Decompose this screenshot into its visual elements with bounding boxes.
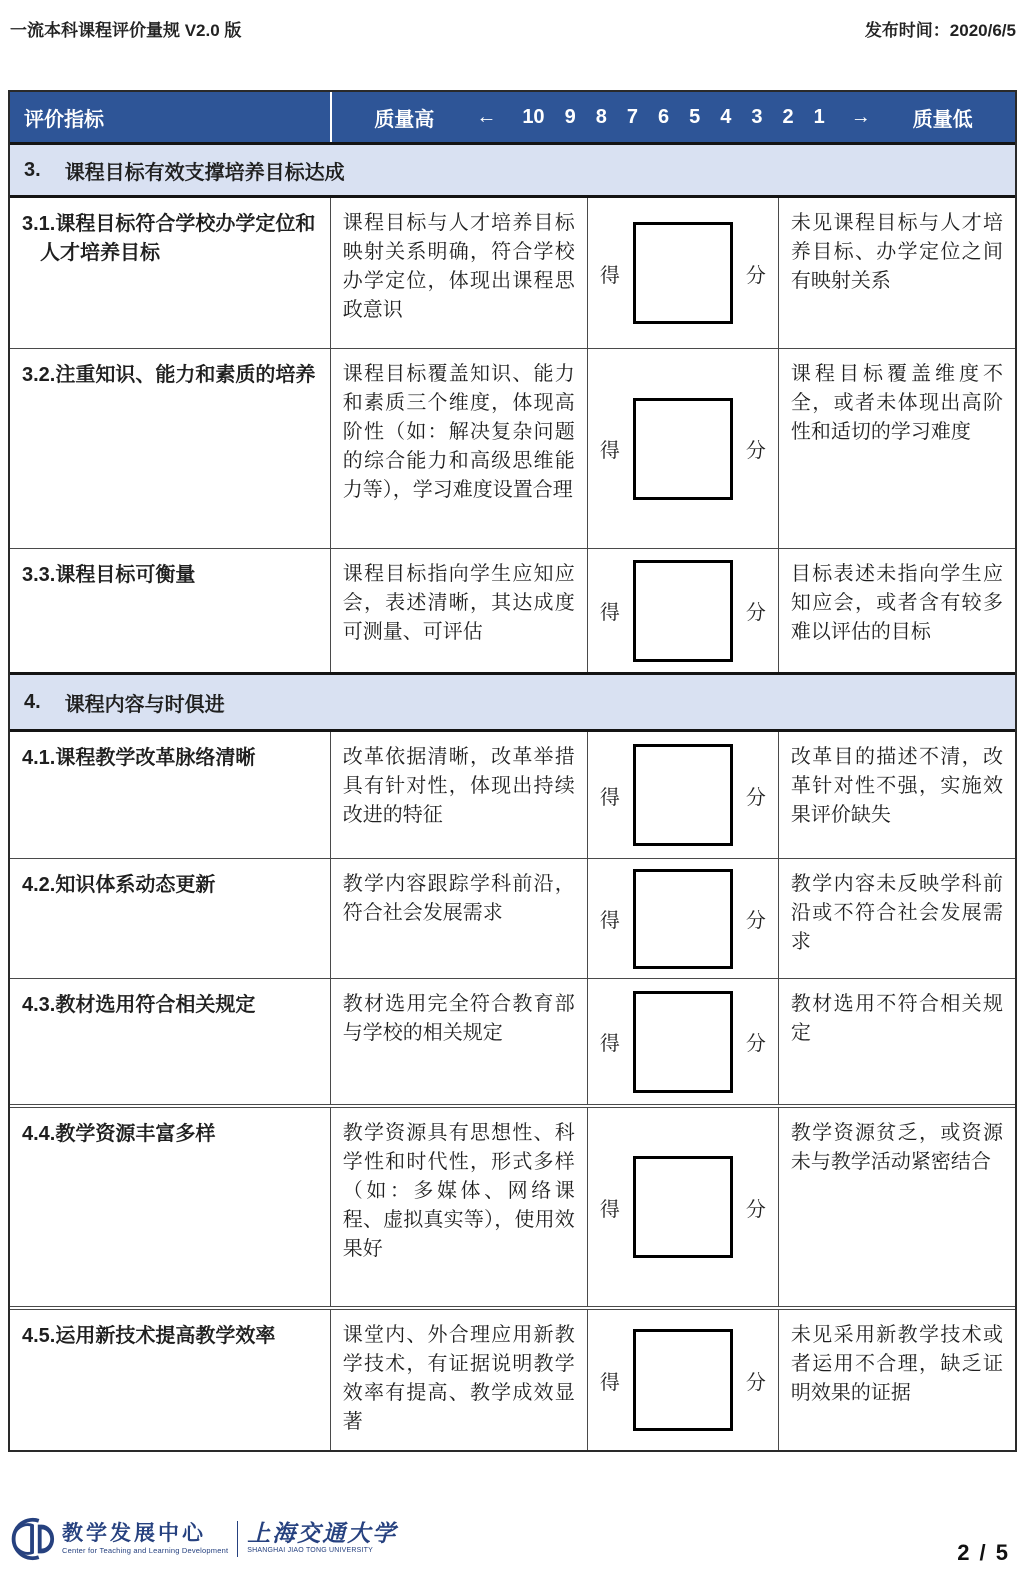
quality-scale-header (332, 92, 1015, 142)
criteria-number: 4.1. (22, 747, 56, 769)
criteria-cell (10, 1108, 331, 1306)
score-suffix-label: 分 (745, 910, 766, 932)
low-quality-cell: 教学资源贫乏，或资源未与教学活动紧密结合 (790, 1122, 1003, 1173)
scale-tick: 4 (720, 105, 732, 128)
criteria-number: 4.5. (22, 1325, 56, 1347)
scale-tick: 7 (626, 105, 638, 128)
scale-tick: 9 (564, 105, 576, 128)
score-input-box[interactable] (633, 222, 733, 324)
score-prefix-label: 得 (599, 1371, 620, 1394)
score-prefix-label: 得 (599, 1033, 620, 1055)
indicator-column-header (10, 92, 332, 142)
table-row (10, 1306, 1015, 1450)
center-name-en: Center for Teaching and Learning Development (62, 1546, 229, 1555)
university-name-cn: 上海交通大学 (247, 1520, 398, 1547)
section-title: 课程目标有效支撑培养目标达成 (64, 161, 345, 184)
score-input-box[interactable] (633, 1329, 733, 1431)
score-cell (588, 1108, 779, 1306)
criteria-label: 注重知识、能力和素质的培养 (55, 364, 316, 386)
criteria-label: 知识体系动态更新 (55, 874, 216, 896)
score-suffix-label: 分 (745, 786, 766, 809)
score-cell (588, 979, 779, 1104)
score-suffix-label: 分 (745, 1033, 766, 1055)
low-quality-cell: 教材选用不符合相关规定 (790, 993, 1003, 1044)
scale-tick: 3 (751, 105, 763, 128)
high-quality-cell: 课程目标指向学生应知应会，表述清晰，其达成度可测量、可评估 (331, 549, 588, 672)
table-row (10, 858, 1015, 978)
scale-tick: 8 (595, 105, 607, 128)
score-prefix-label: 得 (599, 910, 620, 932)
score-input-box[interactable] (633, 1156, 733, 1258)
quality-high-label: 质量高 (374, 108, 435, 131)
release-date: 发布时间：2020/6/5 (864, 21, 1016, 40)
criteria-number: 3.3. (22, 564, 56, 586)
criteria-cell (10, 1310, 331, 1450)
criteria-cell (10, 859, 331, 978)
score-prefix-label: 得 (599, 1198, 620, 1221)
criteria-label: 教学资源丰富多样 (55, 1123, 216, 1145)
high-quality-cell: 课堂内、外合理应用新教学技术，有证据说明教学效率有提高、教学成效显著 (331, 1310, 588, 1450)
rubric-table (8, 90, 1017, 1452)
score-input-box[interactable] (633, 991, 733, 1093)
scale-tick: 5 (689, 105, 701, 128)
high-quality-cell: 课程目标与人才培养目标映射关系明确，符合学校办学定位，体现出课程思政意识 (331, 198, 588, 348)
arrow-left-icon: ← (476, 105, 497, 128)
low-quality-cell: 教学内容未反映学科前沿或不符合社会发展需求 (790, 873, 1003, 953)
section-header-3 (10, 142, 1015, 198)
table-row (10, 348, 1015, 548)
score-cell (588, 198, 779, 348)
score-suffix-label: 分 (745, 264, 766, 287)
scale-tick: 10 (522, 105, 545, 128)
score-input-box[interactable] (633, 398, 733, 500)
score-suffix-label: 分 (745, 1198, 766, 1221)
high-quality-cell: 改革依据清晰，改革举措具有针对性，体现出持续改进的特征 (331, 732, 588, 858)
score-cell (588, 1310, 779, 1450)
logo-divider (237, 1521, 238, 1557)
score-suffix-label: 分 (745, 1371, 766, 1394)
university-name-block (247, 1522, 397, 1556)
criteria-cell (10, 549, 331, 672)
criteria-label: 课程目标符合学校办学定位和人才培养目标 (40, 213, 316, 264)
criteria-label: 课程目标可衡量 (55, 564, 196, 586)
score-cell (588, 859, 779, 978)
page-header (10, 16, 1016, 41)
section-number: 3. (24, 158, 41, 181)
document-title: 一流本科课程评价量规 V2.0 版 (10, 21, 242, 40)
score-suffix-label: 分 (745, 440, 766, 462)
score-suffix-label: 分 (745, 602, 766, 624)
score-prefix-label: 得 (599, 440, 620, 462)
criteria-cell (10, 732, 331, 858)
table-row (10, 732, 1015, 858)
table-row (10, 978, 1015, 1104)
criteria-cell (10, 349, 331, 548)
scale-tick: 6 (657, 105, 670, 128)
score-prefix-label: 得 (599, 786, 620, 809)
criteria-cell (10, 979, 331, 1104)
scale-tick: 2 (782, 105, 794, 128)
table-row (10, 548, 1015, 672)
high-quality-cell: 教学内容跟踪学科前沿，符合社会发展需求 (331, 859, 588, 978)
ctld-logo-icon (10, 1516, 56, 1562)
score-prefix-label: 得 (599, 602, 620, 624)
section-header-4 (10, 672, 1015, 732)
center-name-block (62, 1522, 228, 1556)
score-cell (588, 349, 779, 548)
criteria-number: 4.3. (22, 994, 56, 1016)
score-prefix-label: 得 (599, 264, 620, 287)
criteria-number: 3.1. (22, 213, 56, 235)
score-cell (588, 732, 779, 858)
quality-low-label: 质量低 (912, 108, 973, 131)
score-input-box[interactable] (633, 560, 733, 662)
low-quality-cell: 未见采用新教学技术或者运用不合理，缺乏证明效果的证据 (790, 1324, 1003, 1404)
criteria-number: 4.4. (22, 1123, 56, 1145)
table-row (10, 1104, 1015, 1306)
criteria-label: 运用新技术提高教学效率 (55, 1325, 276, 1347)
section-title: 课程内容与时俱进 (64, 693, 225, 716)
low-quality-cell: 未见课程目标与人才培养目标、办学定位之间有映射关系 (790, 212, 1003, 292)
high-quality-cell: 教学资源具有思想性、科学性和时代性，形式多样（如：多媒体、网络课程、虚拟真实等），使用效果好 (331, 1108, 588, 1306)
criteria-cell (10, 198, 331, 348)
criteria-label: 课程教学改革脉络清晰 (55, 747, 256, 769)
university-name-en: SHANGHAI JIAO TONG UNIVERSITY (247, 1547, 373, 1554)
low-quality-cell: 目标表述未指向学生应知应会，或者含有较多难以评估的目标 (790, 563, 1003, 643)
high-quality-cell: 教材选用完全符合教育部与学校的相关规定 (331, 979, 588, 1104)
high-quality-cell: 课程目标覆盖知识、能力和素质三个维度，体现高阶性（如：解决复杂问题的综合能力和高级思维能力等），学习难度设置合理 (331, 349, 588, 548)
criteria-number: 3.2. (22, 364, 56, 386)
table-row (10, 198, 1015, 348)
indicator-header-label: 评价指标 (24, 108, 104, 131)
center-name-cn: 教学发展中心 (62, 1522, 206, 1545)
scale-tick: 1 (813, 105, 825, 128)
criteria-label: 教材选用符合相关规定 (55, 994, 256, 1016)
footer-logo (10, 1516, 397, 1562)
score-cell (588, 549, 779, 672)
low-quality-cell: 改革目的描述不清，改革针对性不强，实施效果评价缺失 (790, 746, 1003, 826)
score-input-box[interactable] (633, 869, 733, 969)
page-number: 2 / 5 (957, 1540, 1010, 1565)
arrow-right-icon: → (850, 105, 871, 128)
score-input-box[interactable] (633, 744, 733, 846)
criteria-number: 4.2. (22, 874, 56, 896)
low-quality-cell: 课程目标覆盖维度不全，或者未体现出高阶性和适切的学习难度 (790, 363, 1003, 443)
table-header-row (10, 92, 1015, 142)
section-number: 4. (24, 690, 41, 713)
